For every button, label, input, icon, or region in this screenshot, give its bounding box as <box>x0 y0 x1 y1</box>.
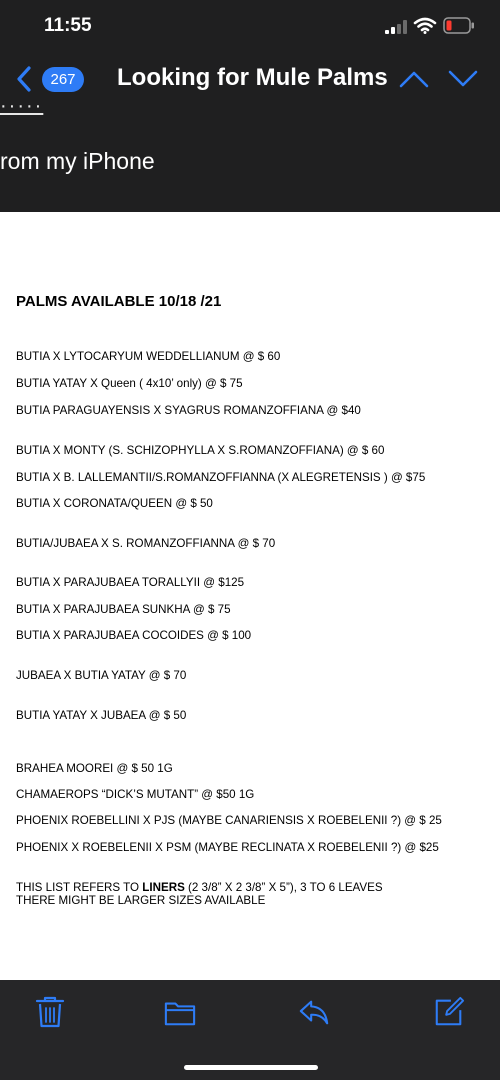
palm-list-item: BUTIA X LYTOCARYUM WEDDELLIANUM @ $ 60 <box>16 350 281 363</box>
palm-list-item: PHOENIX X ROEBELENII X PSM (MAYBE RECLINATA X ROEBELENII ?) @ $25 <box>16 841 439 854</box>
palm-list-item: JUBAEA X BUTIA YATAY @ $ 70 <box>16 669 187 682</box>
palm-list-item: PHOENIX ROEBELLINI X PJS (MAYBE CANARIENSIS X ROEBELENII ?) @ $ 25 <box>16 814 442 827</box>
palm-list-item: BUTIA X CORONATA/QUEEN @ $ 50 <box>16 497 213 510</box>
nav-title: Looking for Mule Palms <box>117 64 388 91</box>
liners-note <box>16 881 383 907</box>
palm-list-item: BUTIA X MONTY (S. SCHIZOPHYLLA X S.ROMANZOFFIANA) @ $ 60 <box>16 444 385 457</box>
home-indicator[interactable] <box>184 1065 318 1070</box>
compose-icon[interactable] <box>433 995 465 1029</box>
palm-list-item: BRAHEA MOOREI @ $ 50 1G <box>16 762 173 775</box>
next-message-icon[interactable] <box>447 68 479 90</box>
liners-note-line-1: THIS LIST REFERS TO LINERS (2 3/8” X 2 3/8” X 5”), 3 TO 6 LEAVES <box>16 881 383 894</box>
trash-icon[interactable] <box>34 995 66 1029</box>
liners-emphasis: LINERS <box>142 881 185 894</box>
palm-list-item: BUTIA X B. LALLEMANTII/S.ROMANZOFFIANNA (X ALEGRETENSIS ) @ $75 <box>16 471 426 484</box>
palm-list-item: BUTIA X PARAJUBAEA COCOIDES @ $ 100 <box>16 629 252 642</box>
quoted-signature: rom my iPhone <box>0 148 155 174</box>
palm-list-item: BUTIA/JUBAEA X S. ROMANZOFFIANNA @ $ 70 <box>16 537 276 550</box>
palm-list-item: BUTIA YATAY X JUBAEA @ $ 50 <box>16 709 187 722</box>
palm-list-item: BUTIA PARAGUAYENSIS X SYAGRUS ROMANZOFFIANA @ $40 <box>16 404 361 417</box>
previous-message-icon[interactable] <box>398 68 430 90</box>
cellular-signal-icon <box>385 20 407 34</box>
palm-list-item: BUTIA X PARAJUBAEA TORALLYII @ $125 <box>16 576 245 589</box>
wifi-icon <box>414 17 436 34</box>
status-time: 11:55 <box>44 15 92 36</box>
palm-list-item: BUTIA YATAY X Queen ( 4x10’ only) @ $ 75 <box>16 377 243 390</box>
back-chevron-icon[interactable] <box>14 65 34 93</box>
attachment-document <box>0 212 500 980</box>
battery-low-icon <box>443 17 475 34</box>
palm-list-item: CHAMAEROPS “DICK’S MUTANT” @ $50 1G <box>16 788 255 801</box>
document-title: PALMS AVAILABLE 10/18 /21 <box>16 293 222 310</box>
folder-icon[interactable] <box>164 995 196 1029</box>
clipped-text-fragment: ····· <box>0 95 44 117</box>
status-bar <box>0 0 500 54</box>
unread-count-badge[interactable]: 267 <box>42 67 84 92</box>
palm-list-item: BUTIA X PARAJUBAEA SUNKHA @ $ 75 <box>16 603 231 616</box>
reply-icon[interactable] <box>298 995 330 1029</box>
liners-note-line-2: THERE MIGHT BE LARGER SIZES AVAILABLE <box>16 894 266 907</box>
